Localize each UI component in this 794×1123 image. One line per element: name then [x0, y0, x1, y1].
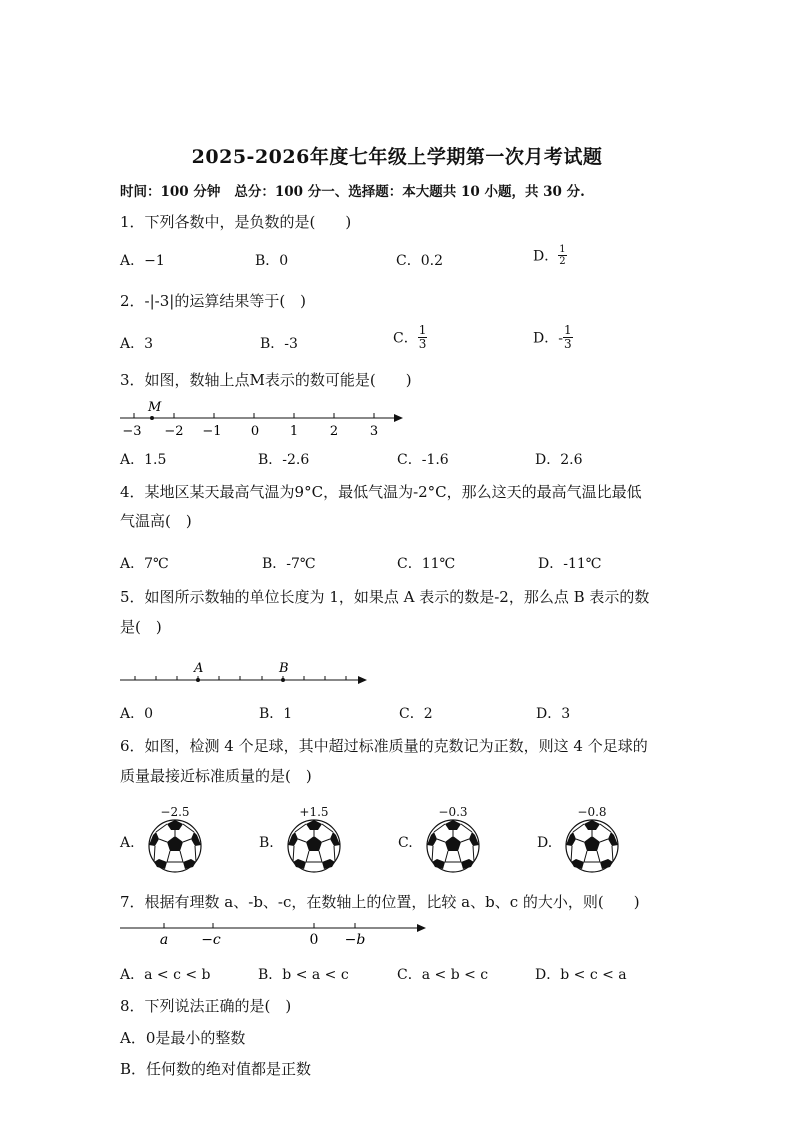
- question-3-stem: 3．如图，数轴上点M表示的数可能是( ): [120, 371, 412, 389]
- tick-label: 1: [289, 424, 299, 439]
- fraction-numerator: 1: [563, 323, 572, 337]
- question-7-stem: 7．根据有理数 a、-b、-c，在数轴上的位置，比较 a、b、c 的大小，则( ): [120, 893, 640, 911]
- point-m-label: M: [148, 400, 162, 415]
- q5-number-line: [115, 656, 375, 690]
- axis-arrow: [394, 414, 403, 422]
- q1-option-b[interactable]: B．0: [255, 253, 289, 269]
- fraction-one-third: [563, 324, 573, 351]
- fraction-numerator: 1: [559, 244, 566, 255]
- ball-value-label: −2.5: [160, 805, 190, 819]
- q1-option-d-label: D．: [533, 248, 559, 265]
- option-letter: B.: [259, 835, 274, 851]
- ball-value-label: −0.8: [577, 805, 607, 819]
- q3-option-d[interactable]: D．2.6: [535, 452, 583, 468]
- question-1-stem: 1．下列各数中，是负数的是( ): [120, 213, 352, 231]
- point-b-label: B: [279, 661, 289, 676]
- point-m: [150, 416, 154, 420]
- label-neg-b: −b: [344, 932, 366, 948]
- ball-value-label: +1.5: [299, 805, 329, 819]
- q7-number-line: [115, 916, 435, 950]
- fraction-denominator: 3: [418, 337, 427, 351]
- q8-option-a[interactable]: A．0是最小的整数: [120, 1029, 246, 1047]
- tick-label: −2: [164, 424, 184, 439]
- question-8-stem: 8．下列说法正确的是( ): [120, 997, 292, 1015]
- point-b: [281, 678, 285, 682]
- label-zero: 0: [309, 932, 319, 948]
- option-letter: C.: [398, 835, 413, 851]
- fraction-denominator: 3: [563, 337, 572, 351]
- tick-label: 0: [250, 424, 260, 439]
- exam-time: 时间：100 分钟: [120, 184, 221, 200]
- q2-option-c-label: C．: [393, 330, 418, 347]
- question-4-stem-line1: 4．某地区某天最高气温为9°C，最低气温为-2°C，那么这天的最高气温比最低: [120, 483, 642, 501]
- fraction-numerator: 1: [418, 323, 427, 337]
- q3-option-b[interactable]: B．-2.6: [258, 452, 310, 468]
- q2-option-d-label: D．-: [533, 330, 563, 347]
- page-title: 2025-2026年度七年级上学期第一次月考试题: [191, 146, 603, 168]
- q4-option-b[interactable]: B．-7℃: [262, 556, 316, 572]
- tick-label: 2: [329, 424, 339, 439]
- q5-option-d[interactable]: D．3: [536, 706, 571, 722]
- q5-option-a[interactable]: A．0: [120, 706, 154, 722]
- q4-option-d[interactable]: D．-11℃: [538, 556, 602, 572]
- point-a: [196, 678, 200, 682]
- question-5-stem-line1: 5．如图所示数轴的单位长度为 1，如果点 A 表示的数是-2，那么点 B 表示的数: [120, 588, 650, 606]
- q1-option-a[interactable]: A．−1: [120, 253, 165, 269]
- q2-option-d[interactable]: [533, 324, 573, 351]
- question-5-stem-line2: 是( ): [120, 618, 162, 636]
- fraction-one-half: [558, 244, 566, 267]
- q2-option-b[interactable]: B．-3: [260, 336, 298, 352]
- soccer-ball-icon: [562, 818, 622, 874]
- question-2-stem: 2．-|-3|的运算结果等于( ): [120, 292, 307, 310]
- tick-label: −1: [202, 424, 222, 439]
- q7-option-b[interactable]: B．b < a < c: [258, 967, 349, 983]
- question-6-stem-line2: 质量最接近标准质量的是( ): [120, 767, 312, 785]
- option-letter: D.: [537, 835, 553, 851]
- q2-option-a[interactable]: A．3: [120, 336, 154, 352]
- q7-option-a[interactable]: A．a < c < b: [120, 967, 211, 983]
- q5-option-b[interactable]: B．1: [259, 706, 293, 722]
- axis-arrow: [358, 676, 367, 684]
- fraction-denominator: 2: [559, 256, 566, 267]
- soccer-ball-icon: [145, 818, 205, 874]
- soccer-ball-icon: [423, 818, 483, 874]
- q3-number-line: [115, 398, 415, 440]
- option-letter: A.: [120, 835, 135, 851]
- label-neg-c: −c: [201, 932, 221, 948]
- question-4-stem-line2: 气温高( ): [120, 512, 192, 530]
- axis-arrow: [417, 924, 426, 932]
- q4-option-c[interactable]: C．11℃: [397, 556, 456, 572]
- q3-option-c[interactable]: C．-1.6: [397, 452, 449, 468]
- ball-value-label: −0.3: [438, 805, 468, 819]
- point-a-label: A: [194, 661, 204, 676]
- section-heading: 一、选择题：本大题共 10 小题，共 30 分.: [321, 184, 585, 200]
- q4-option-a[interactable]: A．7℃: [120, 556, 169, 572]
- q2-option-c[interactable]: [393, 324, 427, 351]
- soccer-ball-icon: [284, 818, 344, 874]
- exam-score: 总分：100 分: [234, 184, 322, 200]
- q7-option-d[interactable]: D．b < c < a: [535, 967, 627, 983]
- q3-option-a[interactable]: A．1.5: [120, 452, 167, 468]
- question-6-stem-line1: 6．如图，检测 4 个足球，其中超过标准质量的克数记为正数，则这 4 个足球的: [120, 737, 648, 755]
- q5-option-c[interactable]: C．2: [399, 706, 433, 722]
- q1-option-d[interactable]: [533, 244, 567, 267]
- tick-label: −3: [122, 424, 142, 439]
- fraction-one-third: [418, 324, 428, 351]
- q1-option-c[interactable]: C．0.2: [396, 253, 443, 269]
- tick-label: 3: [369, 424, 379, 439]
- q8-option-b[interactable]: B．任何数的绝对值都是正数: [120, 1060, 312, 1078]
- exam-meta: [120, 180, 599, 200]
- label-a: a: [159, 932, 169, 948]
- q7-option-c[interactable]: C．a < b < c: [397, 967, 489, 983]
